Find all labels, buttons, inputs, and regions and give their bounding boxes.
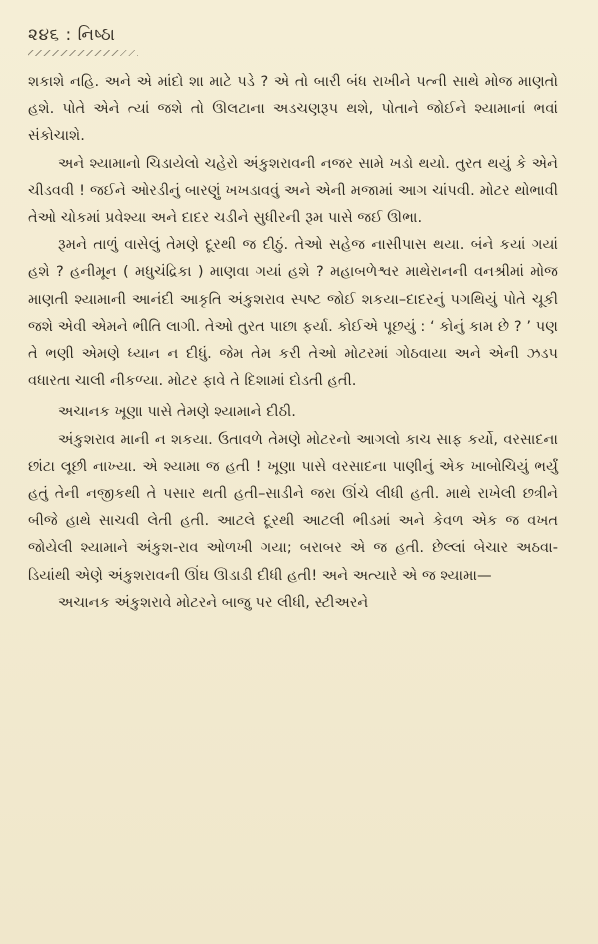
paragraph-5: અંકુશરાવ માની ન શકયા. ઉતાવળે તેમણે મોટરનો આગલો કાચ સાફ કર્યો, વરસાદના છાંટા લૂછી નાખ્યા. એ શ્યામા જ હતી ! ખૂણા પાસે વરસાદના પાણીનું એક ખાબોચિયું ભર્યું હતું તેની નજીકથી તે પસાર થતી હતી–સાડીને જરા ઊંચે લીધી હતી. માથે રાખેલી છત્રીને બીજે હાથે સાચવી લેતી હતી. આટલે દૂરથી આટલી ભીડમાં અને કેવળ એક જ વખત જોયેલી શ્યામાને અંકુશ-રાવ ઓળખી ગયા; બરાબર એ જ હતી. છેલ્લાં બેચાર અઠવા-ડિયાંથી એણે અંકુશરાવની ઊંઘ ઊડાડી દીધી હતી! અને અત્યારે એ જ શ્યામા— (28, 430, 558, 584)
running-head: ૨૪૬ : નિષ્ઠા (28, 25, 116, 45)
body-text (28, 68, 558, 616)
paragraph-2: અને શ્યામાનો ચિડાયેલો ચહેરો અંકુશરાવની નજર સામે ખડો થયો. તુરત થયું કે એને ચીડવવી ! જઈને ઓરડીનું બારણું ખખડાવવું અને એની મજામાં આગ ચાંપવી. મોટર થોભાવી તેઓ ચોકમાં પ્રવેશ્યા અને દાદર ચડીને સુધીરની રૂમ પાસે જઈ ઊભા. (28, 154, 558, 227)
paragraph-6: અચાનક અંકુશરાવે મોટરને બાજુ પર લીધી, સ્ટીઅરને (58, 593, 369, 611)
paragraph-1: શકાશે નહિ. અને એ માંદો શા માટે પડે ? એ તો બારી બંધ રાખીને પત્ની સાથે મોજ માણતો હશે. પોતે એને ત્યાં જશે તો ઊલટાના અડચણરૂપ થશે, પોતાને જોઈને શ્યામાનાં ભવાં સંકોચાશે. (28, 73, 558, 145)
paragraph-3: રૂમને તાળું વાસેલું તેમણે દૂરથી જ દીઠું. તેઓ સહેજ નાસીપાસ થયા. બંને કયાં ગયાં હશે ? હનીમૂન ( મધુચંદ્રિકા ) માણવા ગયાં હશે ? મહાબળેશ્વર માથેરાનની વનશ્રીમાં મોજ માણતી શ્યામાની આનંદી આકૃતિ અંકુશરાવ સ્પષ્ટ જોઈ શકયા–દાદરનું પગથિયું પોતે ચૂકી જશે એવી એમને ભીતિ લાગી. તેઓ તુરત પાછા ફર્યા. કોઈએ પૂછયું : ‘ કોનું કામ છે ? ’ પણ તે ભણી એમણે ધ્યાન ન દીધું. જેમ તેમ કરી તેઓ મોટરમાં ગોઠવાયા અને એની ઝડપ વધારતા ચાલી નીકળ્યા. મોટર ફાવે તે દિશામાં દોડતી હતી. (28, 236, 558, 390)
running-head-rule (28, 50, 138, 56)
paragraph-4: અચાનક ખૂણા પાસે તેમણે શ્યામાને દીઠી. (58, 403, 296, 421)
